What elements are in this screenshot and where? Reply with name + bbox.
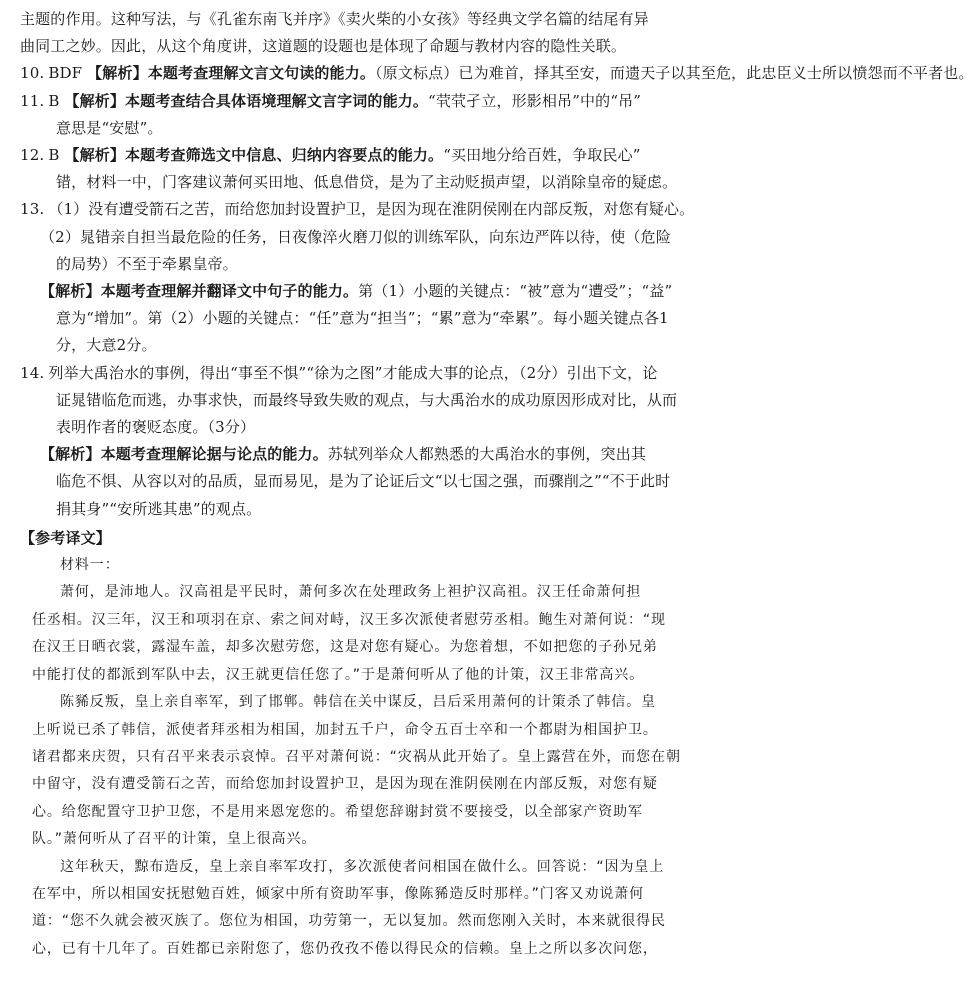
answer-text: 表明作者的褒贬态度。（3分） xyxy=(56,418,256,437)
translation-line: 中能打仗的都派到军队中去，汉王就更信任您了。”于是萧何听从了他的计策，汉王非常高兴。 xyxy=(32,666,645,683)
question-13 xyxy=(20,196,695,359)
text-line: 曲同工之妙。因此，从这个角度讲，这道题的设题也是体现了命题与教材内容的隐性关联。 xyxy=(20,37,627,56)
translation-line: 在军中，所以相国安抚慰勉百姓，倾家中所有资助军事，像陈豨造反时那样。”门客又劝说萧何 xyxy=(32,885,645,902)
answer-text: 列举大禹治水的事例，得出“事至不惧”“徐为之图”才能成大事的论点，（2分）引出下文，论 xyxy=(48,363,658,382)
material-label: 材料一： xyxy=(60,557,120,574)
question-14 xyxy=(20,360,676,523)
answer: B xyxy=(48,146,60,165)
analysis-tag: 【解析】本题考查结合具体语境理解文言字词的能力。 xyxy=(64,91,429,110)
analysis-text: 临危不惧、从容以对的品质，显而易见，是为了论证后文“以七国之强，而骤削之”“不于此时 xyxy=(56,472,671,491)
translation-line: 道：“您不久就会被灭族了。您位为相国，功劳第一，无以复加。然而您刚入关时，本来就很得民 xyxy=(32,913,666,930)
analysis-tag: 【解析】本题考查理解文言文句读的能力。 xyxy=(87,64,376,83)
translation-line: 心。给您配置守卫护卫您，不是用来恩宠您的。希望您辞谢封赏不要接受，以全部家产资助军 xyxy=(32,803,643,820)
analysis-text: 捐其身”“安所逃其患”的观点。 xyxy=(56,499,262,518)
answer-text: （1）没有遭受箭石之苦，而给您加封设置护卫，是因为现在淮阴侯刚在内部反叛，对您有疑心。 xyxy=(48,200,695,219)
translation-line: 中留守，没有遭受箭石之苦，而给您加封设置护卫，是因为现在淮阴侯刚在内部反叛，对您有疑 xyxy=(32,776,658,793)
question-number: 11. xyxy=(20,91,45,110)
translation-line: 诸君都来庆贺，只有召平来表示哀悼。召平对萧何说：“灾祸从此开始了。皇上露营在外，而您在朝 xyxy=(32,748,681,765)
analysis-text: “买田地分给百姓，争取民心” xyxy=(443,146,641,165)
analysis-text: 意为“增加”。第（2）小题的关键点：“任”意为“担当”；“累”意为“牵累”。每小题关键点各1 xyxy=(56,309,669,328)
answer: BDF xyxy=(48,64,83,83)
translation-line: 上听说已杀了韩信，派使者拜丞相为相国，加封五千户，命令五百士卒和一个都尉为相国护卫。 xyxy=(32,721,658,738)
question-12 xyxy=(20,142,676,196)
translation-line: 这年秋天，黥布造反，皇上亲自率军攻打，多次派使者问相国在做什么。回答说：“因为皇上 xyxy=(60,858,665,875)
translation-line: 任丞相。汉三年，汉王和项羽在京、索之间对峙，汉王多次派使者慰劳丞相。鲍生对萧何说：“现 xyxy=(32,611,666,628)
translation-line: 在汉王日晒衣裳，露湿车盖，却多次慰劳您，这是对您有疑心。为您着想，不如把您的子孙兄弟 xyxy=(32,639,658,656)
analysis-text: （原文标点）已为难首，择其至安，而遗天子以其至危，此忠臣义士所以愤怨而不平者也。 xyxy=(375,64,974,83)
translation-line: 萧何，是沛地人。汉高祖是平民时，萧何多次在处理政务上袒护汉高祖。汉王任命萧何担 xyxy=(60,584,642,601)
translation-body xyxy=(20,579,681,963)
question-number: 14. xyxy=(20,363,45,382)
question-11 xyxy=(20,88,676,142)
question-number: 12. xyxy=(20,146,45,165)
question-number: 10. xyxy=(20,64,45,83)
reference-translation-heading: 【参考译文】 xyxy=(20,528,111,547)
answer-text: 的局势）不至于牵累皇帝。 xyxy=(56,254,238,273)
question-number: 13. xyxy=(20,200,45,219)
translation-line: 心，已有十几年了。百姓都已亲附您了，您仍孜孜不倦以得民众的信赖。皇上之所以多次问您， xyxy=(32,940,658,957)
analysis-text: 错，材料一中，门客建议萧何买田地、低息借贷，是为了主动贬损声望，以消除皇帝的疑虑。 xyxy=(56,173,678,192)
translation-line: 陈豨反叛，皇上亲自率军，到了邯郸。韩信在关中谋反，吕后采用萧何的计策杀了韩信。皇 xyxy=(60,694,656,711)
analysis-text: “茕茕孑立，形影相吊”中的“吊” xyxy=(428,91,642,110)
translation-line: 队。”萧何听从了召平的计策，皇上很高兴。 xyxy=(32,831,317,848)
analysis-text: 分，大意2分。 xyxy=(56,336,157,355)
analysis-tag: 【解析】本题考查理解论据与论点的能力。 xyxy=(40,445,328,464)
answer-text: 证晁错临危而逃，办事求快，而最终导致失败的观点，与大禹治水的成功原因形成对比，从而 xyxy=(56,390,678,409)
answer: B xyxy=(48,91,60,110)
text-line: 主题的作用。这种写法，与《孔雀东南飞并序》《卖火柴的小女孩》等经典文学名篇的结尾有异 xyxy=(20,10,649,28)
question-10 xyxy=(20,60,974,87)
analysis-tag: 【解析】本题考查筛选文中信息、归纳内容要点的能力。 xyxy=(64,146,444,165)
answer-text: （2）晁错亲自担当最危险的任务，日夜像淬火磨刀似的训练军队，向东边严阵以待，使（危险 xyxy=(40,227,671,246)
analysis-text: 苏轼列举众人都熟悉的大禹治水的事例，突出其 xyxy=(327,445,647,464)
analysis-text: 意思是“安慰”。 xyxy=(56,118,163,137)
analysis-tag: 【解析】本题考查理解并翻译文中句子的能力。 xyxy=(40,282,359,301)
analysis-text: 第（1）小题的关键点：“被”意为“遭受”；“益” xyxy=(358,282,673,301)
